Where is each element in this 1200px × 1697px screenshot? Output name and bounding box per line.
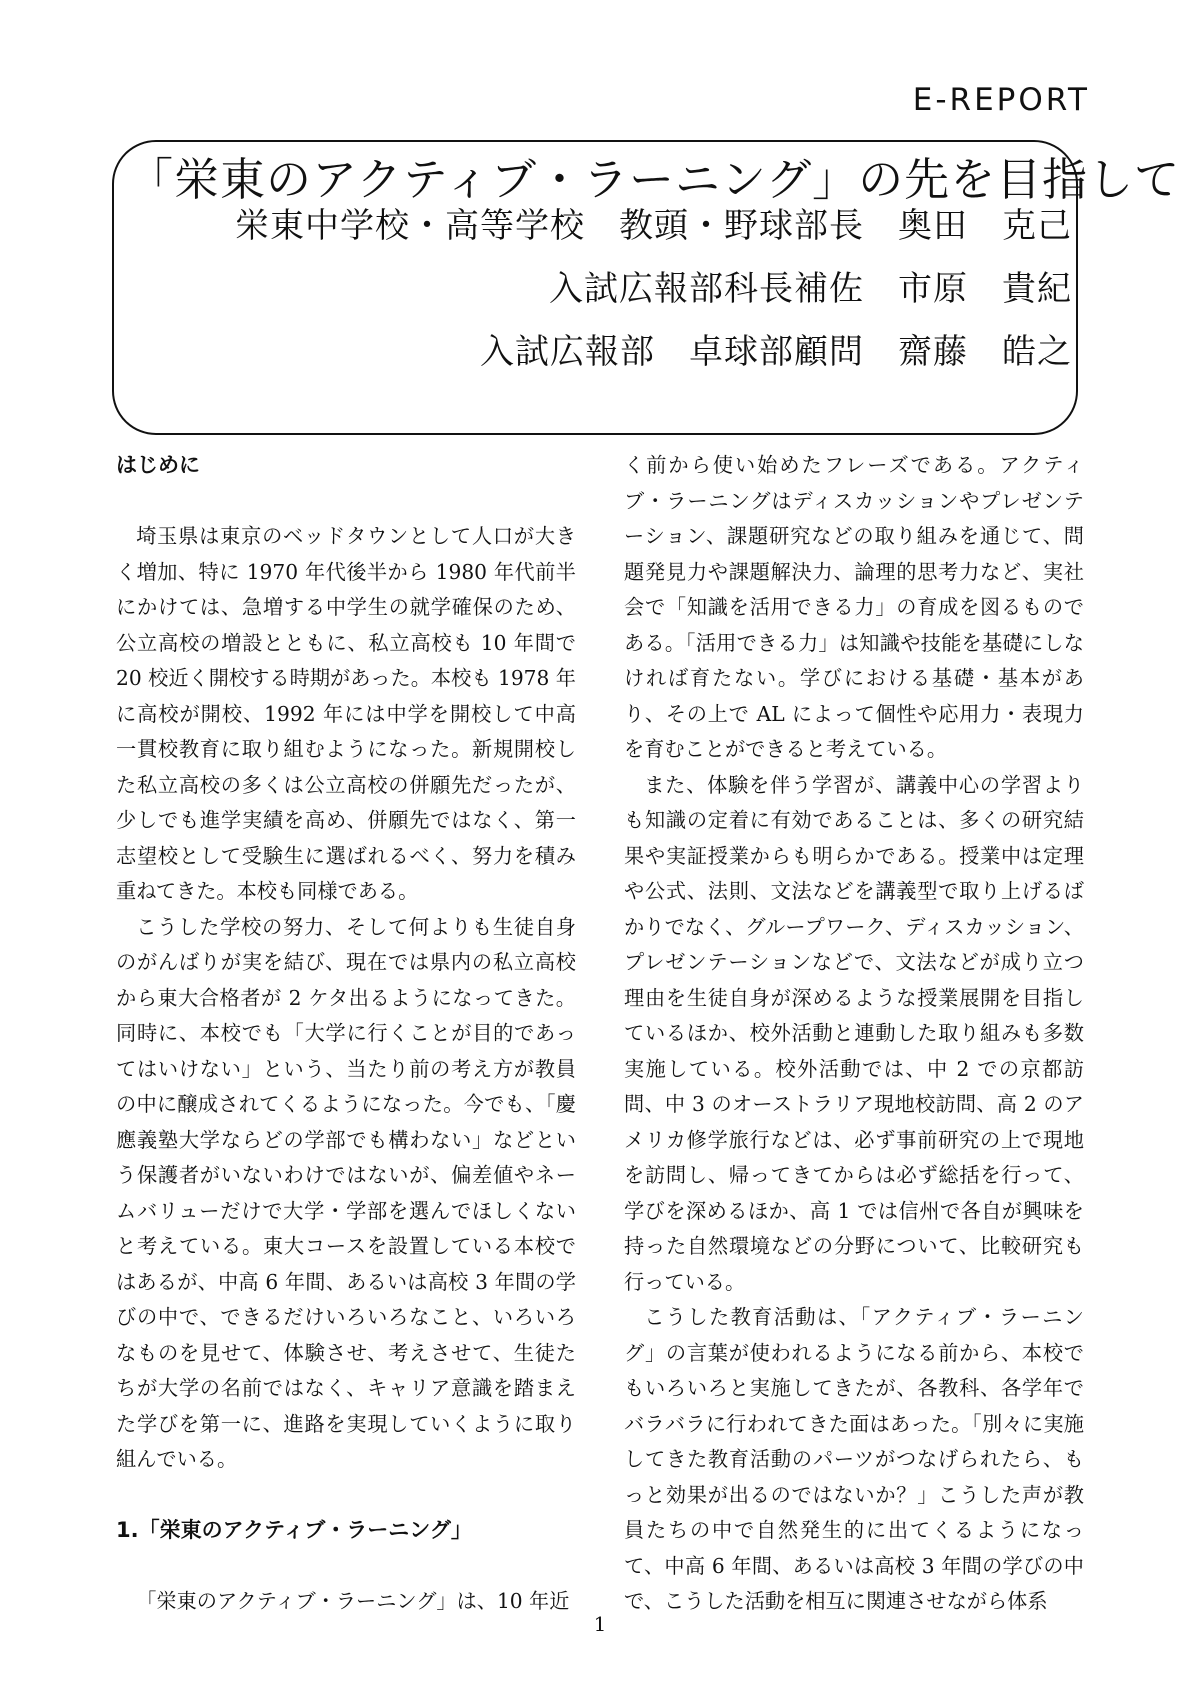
spacer (116, 1478, 576, 1514)
body-paragraph: こうした教育活動は、「アクティブ・ラーニング」の言葉が使われるようになる前から、本校でもいろいろと実施してきたが、各教科、各学年でバラバラに行われてきた面はあった。「別々に実施してきた教育活動のパーツがつなげられたら、もっと効果が出るのではないか？」こうした声が教員たちの中で自然発生的に出てくるようになって、中高 6 年間、あるいは高校 3 年間の学びの中で、こうした活動を相互に関連させながら体系 (624, 1305, 1084, 1613)
left-column (116, 448, 576, 1620)
author-family-name: 奥田 (898, 206, 968, 246)
author-family-name: 齋藤 (898, 332, 968, 372)
author-role: 入試広報部科長補佐 (549, 269, 864, 309)
spacer (116, 1549, 576, 1585)
author-role: 教頭・野球部長 (619, 206, 864, 246)
body-paragraph: また、体験を伴う学習が、講義中心の学習よりも知識の定着に有効であることは、多くの研究結果や実証授業からも明らかである。授業中は定理や公式、法則、文法などを講義型で取り上げるばかりでなく、グループワーク、ディスカッション、プレゼンテーションなどで、文法などが成り立つ理由を生徒自身が深めるような授業展開を目指しているほか、校外活動と連動した取り組みも多数実施している。校外活動では、中 2 での京都訪問、中 3 のオーストラリア現地校訪問、高 2 のアメリカ修学旅行などは、必ず事前研究の上で現地を訪問し、帰ってきてからは必ず総括を行って、学びを深めるほか、高 1 では信州で各自が興味を持った自然環境などの分野について、比較研究も行っている。 (624, 772, 1084, 1294)
author-given-name: 貴紀 (1002, 269, 1072, 309)
right-column (624, 448, 1084, 1620)
author-given-name: 皓之 (1002, 332, 1072, 372)
body-paragraph: 「栄東のアクティブ・ラーニング」は、10 年近 (136, 1589, 570, 1613)
article-title: 「栄東のアクティブ・ラーニング」の先を目指して (128, 153, 1181, 206)
body-paragraph-continued: く前から使い始めたフレーズである。アクティブ・ラーニングはディスカッションやプレゼンテーション、課題研究などの取り組みを通じて、問題発見力や課題解決力、論理的思考力など、実社会で「知識を活用できる力」の育成を図るものである。「活用できる力」は知識や技能を基礎にしなければ育たない。学びにおける基礎・基本があり、その上で AL によって個性や応用力・表現力を育むことができると考えている。 (624, 453, 1084, 761)
author-affiliation: 栄東中学校・高等学校 (235, 206, 585, 246)
author-family-name: 市原 (898, 269, 968, 309)
author-given-name: 克己 (1002, 206, 1072, 246)
author-affiliation: 入試広報部 (480, 332, 655, 372)
report-label: E-REPORT (912, 82, 1090, 118)
author-line (235, 205, 1072, 247)
body-paragraph: 埼玉県は東京のベッドタウンとして人口が大きく増加、特に 1970 年代後半から 1980 年代前半にかけては、急増する中学生の就学確保のため、公立高校の増設とともに、私立高校も 10 年間で 20 校近く開校する時期があった。本校も 1978 年に高校が開校、1992 年には中学を開校して中高一貫校教育に取り組むようになった。新規開校した私立高校の多くは公立高校の併願先だったが、少しでも進学実績を高め、併願先ではなく、第一志望校として受験生に選ばれるべく、努力を積み重ねてきた。本校も同様である。 (116, 524, 576, 903)
author-line (480, 331, 1072, 373)
author-line (549, 268, 1072, 310)
body-paragraph: こうした学校の努力、そして何よりも生徒自身のがんばりが実を結び、現在では県内の私立高校から東大合格者が 2 ケタ出るようになってきた。同時に、本校でも「大学に行くことが目的であってはいけない」という、当たり前の考え方が教員の中に醸成されてくるようになった。今でも、「慶應義塾大学ならどの学部でも構わない」などという保護者がいないわけではないが、偏差値やネームバリューだけで大学・学部を選んでほしくないと考えている。東大コースを設置している本校ではあるが、中高 6 年間、あるいは高校 3 年間の学びの中で、できるだけいろいろなこと、いろいろなものを見せて、体験させ、考えさせて、生徒たちが大学の名前ではなく、キャリア意識を踏まえた学びを第一に、進路を実現していくように取り組んでいる。 (116, 914, 576, 1471)
spacer (116, 484, 576, 520)
section-heading-intro: はじめに (116, 453, 200, 477)
author-role: 卓球部顧問 (689, 332, 864, 372)
section-heading-1: 1.「栄東のアクティブ・ラーニング」 (116, 1518, 472, 1542)
page-number: 1 (593, 1612, 607, 1636)
